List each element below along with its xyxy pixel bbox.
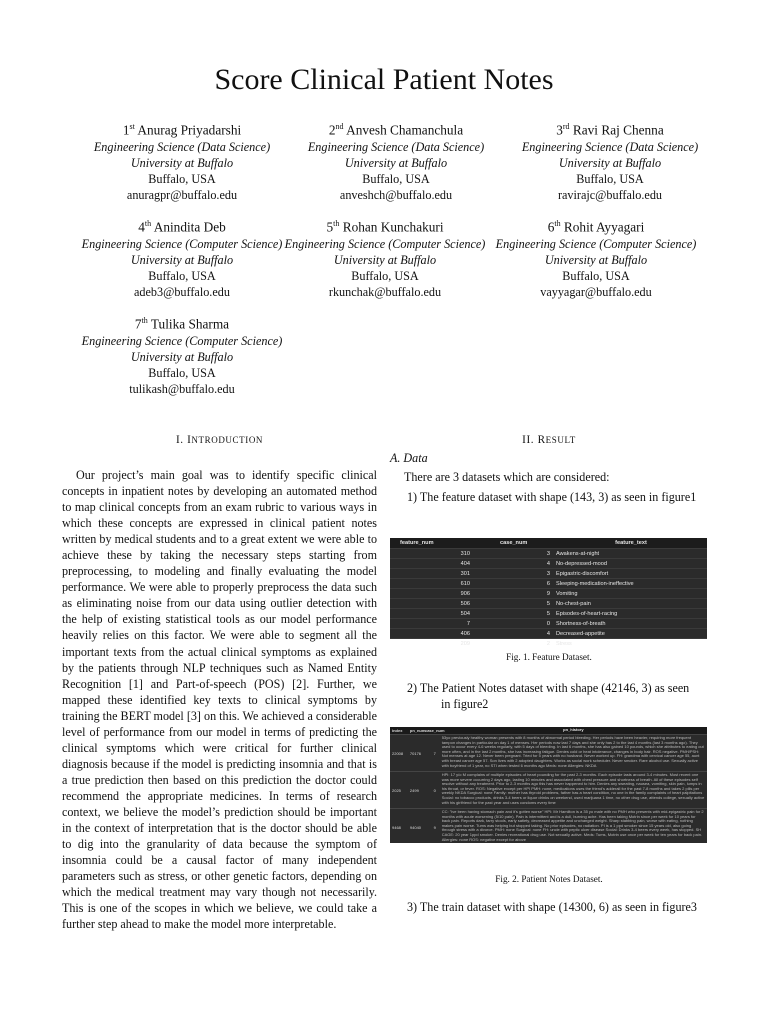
author-block-2 <box>276 118 516 203</box>
paper-title: Score Clinical Patient Notes <box>214 63 554 96</box>
section-heading-introduction: I. INTRODUCTION <box>175 434 264 446</box>
table-row: 610 6 Sleeping-medication-ineffective <box>390 578 707 588</box>
author-block-5 <box>265 215 505 300</box>
author-location: Buffalo, USA <box>148 366 216 381</box>
author-university: University at Buffalo <box>333 253 437 268</box>
datasets-intro: There are 3 datasets which are considered: <box>404 470 610 484</box>
author-university: University at Buffalo <box>558 156 662 171</box>
table-row: 301 3 Epigastric-discomfort <box>390 568 707 578</box>
table-row: 406 4 Decreased-appetite <box>390 628 707 638</box>
author-email: anveshch@buffalo.edu <box>339 188 453 203</box>
author-email: vayyagar@buffalo.edu <box>540 285 652 300</box>
author-university: University at Buffalo <box>130 156 234 171</box>
author-university: University at Buffalo <box>130 253 234 268</box>
table-row: 906 9 Vomiting <box>390 588 707 598</box>
list-item-patient-notes-dataset: 2) The Patient Notes dataset with shape (42146, 3) as seen in figure2 <box>407 681 690 711</box>
patient-notes-figure <box>390 727 707 843</box>
figure-1-caption: Fig. 1. Feature Dataset. <box>506 652 592 662</box>
table-row: 209 2 Stress <box>390 638 707 648</box>
feature-dataset-figure <box>390 538 707 647</box>
author-email: anuragpr@buffalo.edu <box>126 188 238 203</box>
section-heading-result: II. RESULT <box>522 434 576 446</box>
author-dept: Engineering Science (Data Science) <box>93 140 271 155</box>
author-block-6 <box>476 215 716 300</box>
author-dept: Engineering Science (Data Science) <box>521 140 699 155</box>
author-location: Buffalo, USA <box>576 172 644 187</box>
author-email: ravirajc@buffalo.edu <box>557 188 663 203</box>
author-university: University at Buffalo <box>130 350 234 365</box>
list-item-feature-dataset: 1) The feature dataset with shape (143, 3) as seen in figure1 <box>407 490 697 504</box>
author-name: 2nd Anvesh Chamanchula <box>328 122 464 138</box>
table-header: index pn_num case_num pn_history <box>390 727 707 734</box>
table-row: 7 0 Shortness-of-breath <box>390 618 707 628</box>
author-block-3 <box>490 118 730 203</box>
author-name: 7th Tulika Sharma <box>134 316 230 332</box>
author-dept: Engineering Science (Computer Science) <box>81 334 283 349</box>
subsection-heading-data: A. Data <box>390 451 428 465</box>
figure-2-caption: Fig. 2. Patient Notes Dataset. <box>495 874 603 884</box>
introduction-paragraph: Our project’s main goal was to identify specific clinical concepts in inpatient notes by developing an automated method to map clinical concepts from an exam rubric to various ways in which these concepts are expressed in clinical patient notes written by medical students and to a great extent we were able to achieve these by taking the necessary steps starting from preprocessing, to modeling and finally evaluating the model performance. We were able to properly preprocess the data such as eliminating noise from our data using outlier detection with the help of existing statistical tools as our model performance heavily relies on this factor. We were able to segment all the important texts from the actual clinical symptoms as explained by the patients through NLP techniques such as Named Entity Recognition [1] and Part-of-speech (POS) [2]. Further, we mapped these identified key texts to clinical symptoms by training the BERT model [3] on this. We achieved a considerable level of performance from our model in terms of predicting the clinical symptoms which were critical for further clinical diagnosis because if the model is predicting insomnia and that is a true prediction then based on this prediction the doctor could recommend the appropriate medicines. In terms of research context, we believe the model’s prediction should be important in the context of interpretation that is the doctor should be able to dig into the granularity of data because the symptom of insomnia could be a causal factor of many independent parameters such as stress, or other genetic factors, depending on which the medical treatment may vary though not necessarily. This is one of the scopes in which we believe, we could take a further step ahead to make the model more interpretable. <box>62 468 377 932</box>
author-name: 6th Rohit Ayyagari <box>547 219 645 235</box>
author-email: tulikash@buffalo.edu <box>129 382 235 397</box>
author-name: 5th Rohan Kunchakuri <box>326 219 444 235</box>
table-row: 404 4 No-depressed-mood <box>390 558 707 568</box>
left-column <box>62 434 377 932</box>
author-email: rkunchak@buffalo.edu <box>328 285 442 300</box>
table-row: 9468 94040 9 CC: "Ive been having stomach pain and it's gotten worse" HPI: Mr Hamilton is a 35 yo male with no PMH who presents with mid-epigastric pain for 2 months with acute worsening (5/10 pain). Pain is intermittent and is a dull, burning ache. Has been taking Motrin since per week for 10 years for back pain. Reports dark, tarry stools, early satiety, decreased appetite and unchanged weight. Sharp stabbing pain, worse with eating, nothing makes pain worse. Tums was helping but stopped taking. No prior episodes, no radiation. PI is a 1 ppd smoker since 15 years old, also going through stress with a divorce. PMH: none Surgical: none FH: uncle with peptic ulcer disease Social: Drinks 3-4 beers every week, has stopped. SH CAGE: 20 year 1ppd smoker. Denies recreational drug use. Not sexually active. Meds: Tums, Motrin use once per week for ten years for back pain. Allergies: none ROS: negative except for above <box>390 808 707 845</box>
author-email: adeb3@buffalo.edu <box>134 285 230 300</box>
list-item-train-dataset: 3) The train dataset with shape (14300, 6) as seen in figure3 <box>407 900 697 914</box>
author-dept: Engineering Science (Data Science) <box>307 140 485 155</box>
author-block-7 <box>62 312 302 397</box>
author-location: Buffalo, USA <box>148 269 216 284</box>
author-university: University at Buffalo <box>544 253 648 268</box>
author-name: 1st Anurag Priyadarshi <box>122 122 242 138</box>
table-row: 2025 2499 0 HPI: 17 y/o M complains of multiple episodes of heart pounding for the past 2-3 months. Each episode lasts around 3-4 minutes. Most recent one was more severe occurring 2 days ago, lasting 10 minutes and associated with chest pressure and shortness of breath. All of these episodes self resolve without any treatment. Prior to 2-3 months ago this has never happened to him. Denies any sweating, nausea, vomiting, skin pain, lumps in his throat, or fever. ROS: Negative except per HPI PMH: none, medications uses the friend's adderall for the past 7-8 months and takes 2 pills per weekly NKDA Surgical: none Family: mother has thyroid problems, father has a heart condition, no one in the family complaints of heart palpitations Social: no tobacco products, drinks 3-4 beers or liquor drinks on weekend, used marijuana 1 time, no other drug use, attends college, sexually active with his girlfriend for the past year and uses condoms every time <box>390 771 707 808</box>
table-row: 22008 70176 7 53yo previously healthy woman presents with 8 months of abnormal period bleeding. Her periods have been heavier, requiring more frequent tampon changes in particular on day 1 of menses. Her periods now last 7 days and she only has 2 to the last 4 months (last 3 months ago). They used to occur every 4-6 weeks regularly, with 5 days of bleeding. In last 6 months, she has also gained 10 pounds, which she attributes to eating out more often, and in the last 2 months, she has increasing fatigue. Denies cold or heat intolerance, changes in body hair. ROS negative. PMH/PSH: Not menses at age 12. Never been pregnant. Tried for 5 years with no husband. Never worked up. FH: grandma with cervical cancer age 55, aunt with breast cancer age 57. Son lives with 2 adopted daughters. Works as social work scheduler. Never smoker. Rare alcohol use. Sexually active with boyfriend of 1 year, no STI when tested 6 months ago Meds: none Allergies: NKDA <box>390 734 707 771</box>
author-dept: Engineering Science (Computer Science) <box>284 237 486 252</box>
table-row: 504 5 Episodes-of-heart-racing <box>390 608 707 618</box>
table-row: 310 3 Awakens-at-night <box>390 548 707 558</box>
author-dept: Engineering Science (Computer Science) <box>81 237 283 252</box>
author-location: Buffalo, USA <box>148 172 216 187</box>
table-header: feature_num case_num feature_text <box>390 538 707 548</box>
author-location: Buffalo, USA <box>362 172 430 187</box>
author-name: 3rd Ravi Raj Chenna <box>556 122 664 138</box>
right-column <box>390 434 708 505</box>
author-university: University at Buffalo <box>344 156 448 171</box>
author-block-1 <box>62 118 302 203</box>
author-location: Buffalo, USA <box>562 269 630 284</box>
author-location: Buffalo, USA <box>351 269 419 284</box>
table-row: 506 5 No-chest-pain <box>390 598 707 608</box>
author-name: 4th Anindita Deb <box>138 219 226 235</box>
author-dept: Engineering Science (Computer Science) <box>495 237 697 252</box>
